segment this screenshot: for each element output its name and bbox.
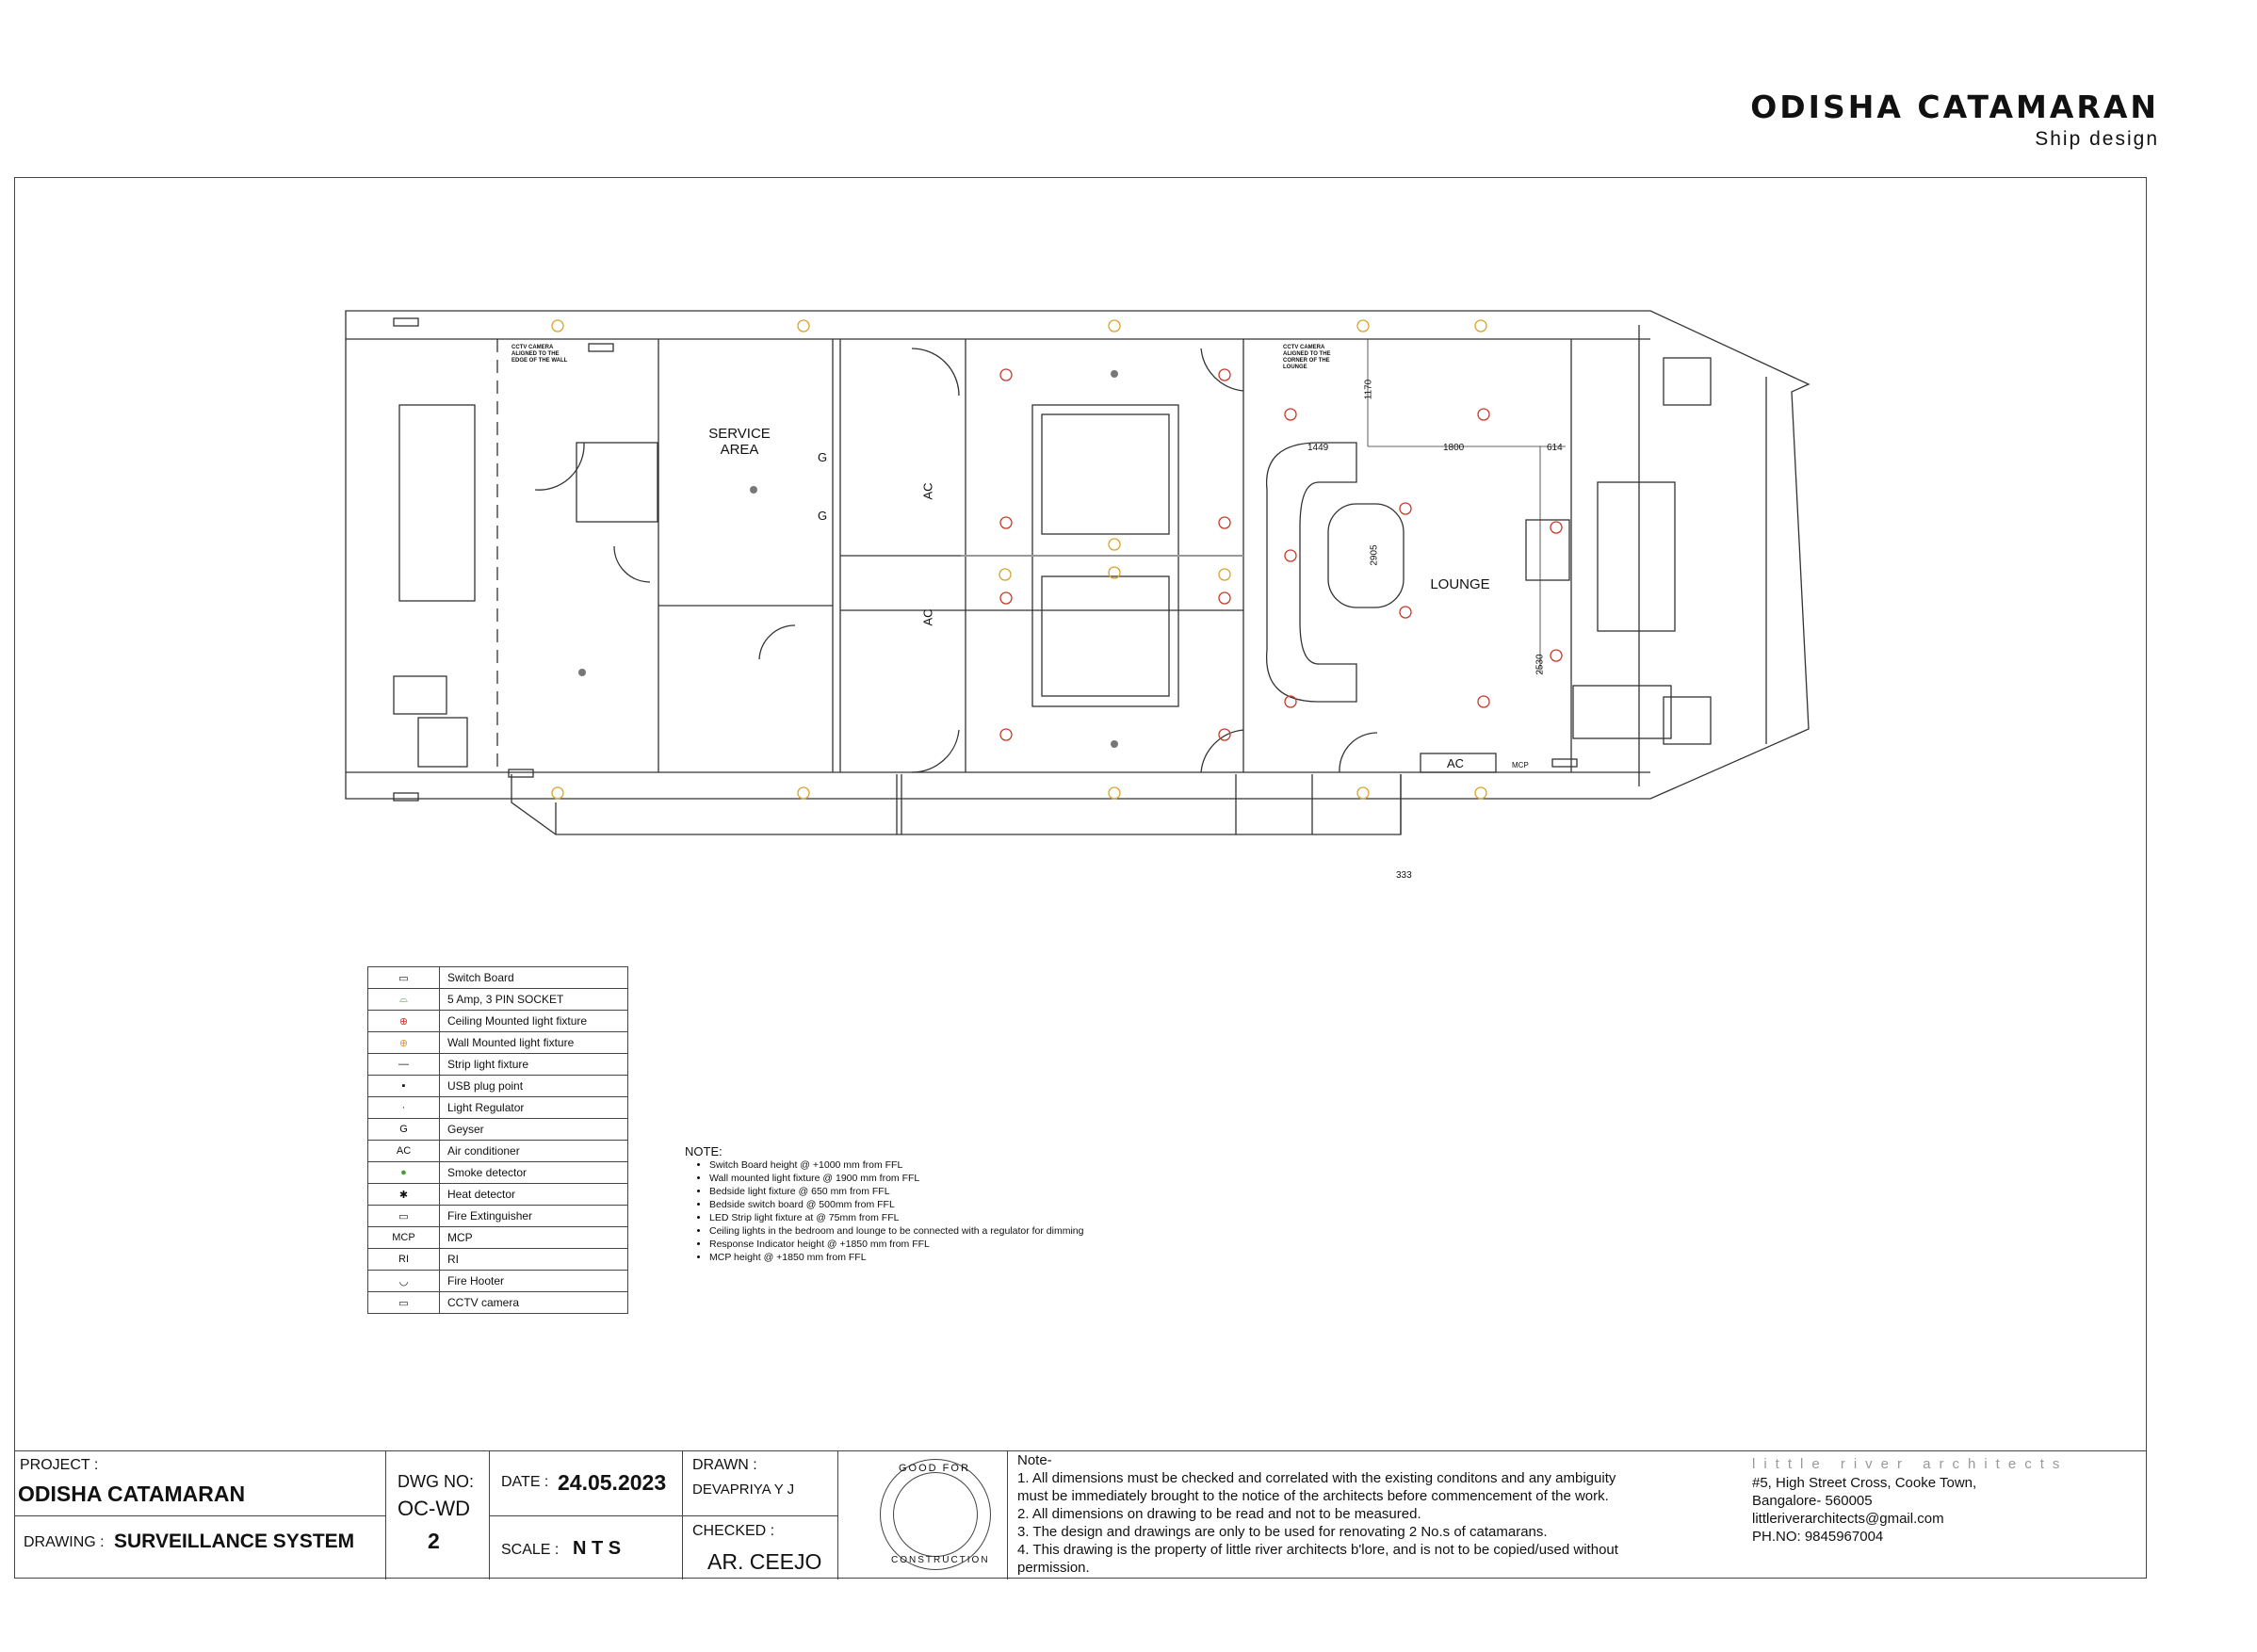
drawing-name: SURVEILLANCE SYSTEM	[114, 1531, 355, 1552]
legend-label: CCTV camera	[440, 1292, 628, 1314]
note-item: • Bedside light fixture @ 650 mm from FFL	[709, 1185, 1084, 1198]
legend-row	[368, 1097, 628, 1119]
firm-address-line: Bangalore- 560005	[1752, 1493, 1873, 1509]
drawn-value: DEVAPRIYA Y J	[692, 1482, 795, 1498]
socket-symbol: ⌓	[368, 989, 440, 1011]
legend-label: Wall Mounted light fixture	[440, 1032, 628, 1054]
legend-row	[368, 1292, 628, 1314]
dwg-number: OC-WD	[398, 1497, 470, 1520]
note-item: • LED Strip light fixture at @ 75mm from FFL	[709, 1211, 1084, 1224]
legend-label: MCP	[440, 1227, 628, 1249]
checked-label: CHECKED :	[692, 1523, 775, 1539]
firm-phone: PH.NO: 9845967004	[1752, 1529, 1884, 1545]
note-line: permission.	[1017, 1560, 1090, 1576]
scale-label: SCALE :	[501, 1542, 560, 1558]
legend-label: Air conditioner	[440, 1141, 628, 1162]
stamp-top-text: GOOD FOR	[899, 1463, 970, 1474]
project-cell	[14, 1451, 386, 1579]
legend-label: Switch Board	[440, 967, 628, 989]
legend-label: Ceiling Mounted light fixture	[440, 1011, 628, 1032]
firm-name: little river architects	[1752, 1456, 2069, 1472]
ac-symbol: AC	[368, 1141, 440, 1162]
legend-label: Heat detector	[440, 1184, 628, 1206]
legend-label: Smoke detector	[440, 1162, 628, 1184]
legend-row	[368, 1249, 628, 1271]
note-item: • Response Indicator height @ +1850 mm from FFL	[709, 1238, 1084, 1251]
geyser-symbol: G	[368, 1119, 440, 1141]
note-line: must be immediately brought to the notice of the architects before commencement of the work.	[1017, 1488, 1609, 1504]
legend-label: Geyser	[440, 1119, 628, 1141]
legend-label: Light Regulator	[440, 1097, 628, 1119]
strip-light-symbol: —	[368, 1054, 440, 1076]
lounge-sofa	[1267, 443, 1356, 702]
legend-row	[368, 1076, 628, 1097]
legend-row	[368, 989, 628, 1011]
dim-1170: 1170	[1363, 379, 1374, 400]
ac-tag-3: AC	[1447, 756, 1465, 770]
note-item: • Switch Board height @ +1000 mm from FFL	[709, 1158, 1084, 1172]
legend-row	[368, 1227, 628, 1249]
stamp-cell	[838, 1451, 1008, 1579]
legend-row	[368, 1162, 628, 1184]
ac-tag-2: AC	[920, 608, 935, 626]
header-title: ODISHA CATAMARAN	[1750, 89, 2159, 125]
wall-light-symbol: ⊕	[368, 1032, 440, 1054]
legend-label: RI	[440, 1249, 628, 1271]
stamp-bottom-text: CONSTRUCTION	[891, 1555, 990, 1565]
legend-row	[368, 1184, 628, 1206]
dwg-cell	[386, 1451, 490, 1579]
scale-value: N T S	[573, 1538, 622, 1559]
usb-symbol: ▪	[368, 1076, 440, 1097]
legend-label: Fire Hooter	[440, 1271, 628, 1292]
fire-extinguishers	[394, 318, 1577, 801]
geyser-tag-1: G	[818, 450, 828, 464]
switch-board-symbol: ▭	[368, 967, 440, 989]
project-name: ODISHA CATAMARAN	[18, 1482, 246, 1506]
note-line: 4. This drawing is the property of little river architects b'lore, and is not to be copied/used without	[1017, 1542, 1618, 1558]
legend-row	[368, 1054, 628, 1076]
smoke-detectors	[578, 370, 1118, 748]
firm-address-line: #5, High Street Cross, Cooke Town,	[1752, 1475, 1977, 1491]
dim-1800: 1800	[1443, 443, 1465, 453]
dim-333: 333	[1396, 870, 1412, 881]
heat-detector-symbol: ✱	[368, 1184, 440, 1206]
notes-block	[685, 1145, 1084, 1264]
drawing-label: DRAWING :	[24, 1534, 105, 1550]
note-line: 2. All dimensions on drawing to be read and not to be measured.	[1017, 1506, 1421, 1522]
legend-label: Fire Extinguisher	[440, 1206, 628, 1227]
date-label: DATE :	[501, 1474, 549, 1490]
cctv-note-wall: CCTV CAMERA ALIGNED TO THE EDGE OF THE WALL	[511, 345, 568, 364]
note-heading: Note-	[1017, 1452, 1052, 1468]
legend-row	[368, 1011, 628, 1032]
dim-2905: 2905	[1369, 544, 1380, 566]
note-item: • Wall mounted light fixture @ 1900 mm from FFL	[709, 1172, 1084, 1185]
wall-light-fixtures	[552, 320, 1486, 799]
legend-row	[368, 967, 628, 989]
dwg-label: DWG NO:	[398, 1472, 474, 1491]
drawn-cell	[683, 1451, 838, 1579]
title-block	[14, 1450, 2147, 1579]
date-cell	[490, 1451, 683, 1579]
smoke-detector-symbol: ●	[368, 1162, 440, 1184]
firm-email: littleriverarchitects@gmail.com	[1752, 1511, 1944, 1527]
note-cell	[1008, 1451, 1743, 1579]
legend-row	[368, 1206, 628, 1227]
date-value: 24.05.2023	[558, 1470, 667, 1495]
project-label: PROJECT :	[20, 1457, 99, 1473]
room-label-lounge: LOUNGE	[1430, 576, 1490, 592]
legend-row	[368, 1141, 628, 1162]
note-item: • MCP height @ +1850 mm from FFL	[709, 1251, 1084, 1264]
fire-hooter-symbol: ◡	[368, 1271, 440, 1292]
note-line: 3. The design and drawings are only to be used for renovating 2 No.s of catamarans.	[1017, 1524, 1548, 1540]
legend-row	[368, 1032, 628, 1054]
notes-heading: NOTE:	[685, 1144, 723, 1158]
regulator-symbol: ·	[368, 1097, 440, 1119]
mcp-tag: MCP	[1512, 761, 1529, 769]
note-line: 1. All dimensions must be checked and correlated with the existing conditons and any ambiguity	[1017, 1470, 1616, 1486]
fire-extinguisher-symbol: ▭	[368, 1206, 440, 1227]
note-item: • Bedside switch board @ 500mm from FFL	[709, 1198, 1084, 1211]
room-label-service-area: SERVICE AREA	[708, 426, 771, 458]
dim-1449: 1449	[1307, 443, 1329, 453]
cctv-symbol: ▭	[368, 1292, 440, 1314]
lower-deck-extension	[511, 774, 1401, 834]
legend-table	[367, 966, 628, 1314]
checked-value: AR. CEEJO	[707, 1549, 822, 1574]
note-item: • Ceiling lights in the bedroom and lounge to be connected with a regulator for dimming	[709, 1224, 1084, 1238]
ceiling-light-symbol: ⊕	[368, 1011, 440, 1032]
header-subtitle: Ship design	[2035, 128, 2159, 150]
ri-symbol: RI	[368, 1249, 440, 1271]
legend-row	[368, 1119, 628, 1141]
legend-label: USB plug point	[440, 1076, 628, 1097]
legend-label: 5 Amp, 3 PIN SOCKET	[440, 989, 628, 1011]
drawn-label: DRAWN :	[692, 1457, 757, 1473]
dim-2530: 2530	[1534, 654, 1546, 675]
ac-tag-1: AC	[920, 482, 935, 500]
legend-label: Strip light fixture	[440, 1054, 628, 1076]
dim-614: 614	[1547, 443, 1563, 453]
firm-cell	[1743, 1451, 2147, 1579]
legend-row	[368, 1271, 628, 1292]
mcp-symbol: MCP	[368, 1227, 440, 1249]
geyser-tag-2: G	[818, 509, 828, 523]
dwg-sheet: 2	[428, 1529, 440, 1553]
cctv-note-lounge: CCTV CAMERA ALIGNED TO THE CORNER OF THE LOUNGE	[1283, 345, 1331, 370]
